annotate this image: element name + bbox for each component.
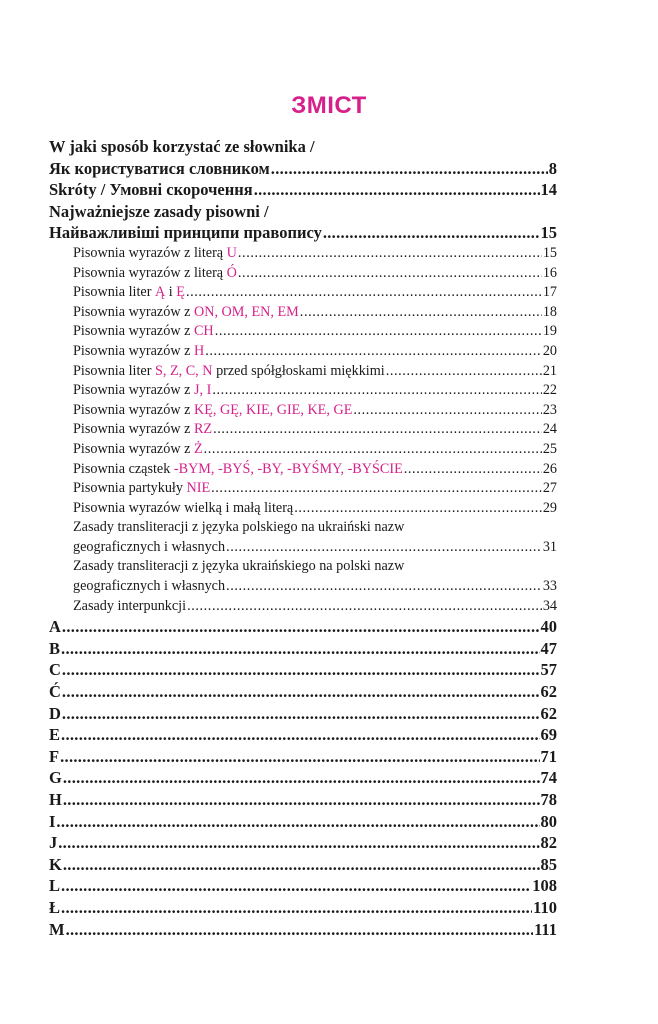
page-number: 14 [540, 180, 557, 200]
toc-entry-label: Як користуватися словником [49, 158, 270, 178]
dot-leader [300, 303, 542, 323]
highlight-letters: KĘ, GĘ, KIE, GIE, KE, GE [193, 401, 353, 418]
dot-leader [271, 158, 548, 180]
toc-entry-label: Pisownia cząstek -BYM, -BYŚ, -BY, -BYŚMY, -BYŚCIE [73, 460, 403, 477]
dot-leader [62, 616, 540, 638]
toc-subentry-translit-ua[interactable] [49, 577, 557, 597]
toc-subentry-capitals[interactable] [49, 499, 557, 519]
toc-subentry-h[interactable] [49, 342, 557, 362]
toc-entry-label: geograficznych i własnych [73, 538, 226, 555]
highlight-letters: -BYM, -BYŚ, -BY, -BYŚMY, -BYŚCIE [173, 460, 403, 477]
toc-subentry-ch[interactable] [49, 322, 557, 342]
page-number: 85 [540, 854, 557, 874]
highlight-letters: ON, OM, EN, EM [193, 303, 299, 320]
page-number: 25 [542, 440, 557, 457]
page-number: 111 [534, 919, 557, 939]
dot-leader [294, 499, 542, 519]
toc-entry-label: H [49, 790, 62, 809]
page-number: 22 [542, 382, 557, 399]
page-number: 15 [540, 223, 557, 243]
page-number: 29 [542, 499, 557, 516]
page-number: 69 [540, 725, 557, 745]
toc-entry-label: J [49, 833, 58, 853]
highlight-letters: U [226, 244, 237, 261]
dot-leader [61, 638, 539, 660]
letter-sections [49, 616, 557, 940]
dot-leader [205, 342, 542, 362]
toc-subentry-szcn[interactable] [49, 362, 557, 382]
toc-entry-label: Найважливіші принципи правопису [49, 223, 322, 243]
toc-entry-letter[interactable] [49, 616, 557, 638]
page-number: 16 [542, 264, 557, 281]
toc-entry-label: B [49, 638, 61, 658]
toc-entry-label: Zasady interpunkcji [73, 597, 187, 614]
dot-leader [63, 854, 540, 876]
toc-subentry-z-dot[interactable] [49, 440, 557, 460]
page-number: 110 [533, 897, 557, 917]
page-number: 31 [542, 538, 557, 555]
toc-subentry-translit-pl-line1: Zasady transliteracji z języka polskiego na ukraiński nazw [73, 519, 405, 536]
page-number: 8 [548, 158, 557, 178]
toc-entry-letter[interactable] [49, 659, 557, 681]
page-number: 27 [542, 480, 557, 497]
toc-entry-label: D [49, 703, 61, 723]
page-number: 82 [540, 833, 557, 853]
table-of-contents [49, 136, 557, 940]
dot-leader [353, 401, 541, 421]
dot-leader [226, 538, 542, 558]
highlight-letters: Ó [226, 264, 237, 281]
toc-subentry-rz[interactable] [49, 420, 557, 440]
toc-entry-letter[interactable] [49, 767, 557, 789]
dot-leader [60, 746, 539, 768]
page-number: 80 [540, 811, 557, 831]
toc-entry-usage[interactable] [49, 158, 557, 180]
highlight-letters: S, Z, C, N [154, 362, 213, 379]
toc-entry-label: G [49, 768, 62, 788]
toc-subentry-a-e[interactable] [49, 283, 557, 303]
dot-leader [61, 875, 531, 897]
dot-leader [62, 681, 540, 703]
page-number: 18 [542, 303, 557, 320]
page-number: 74 [540, 768, 557, 788]
dot-leader [204, 440, 542, 460]
highlight-letters: J, I [193, 382, 212, 399]
toc-entry-letter[interactable] [49, 897, 557, 919]
page-number: 23 [542, 401, 557, 418]
toc-entry-label: Pisownia liter Ą i Ę [73, 284, 185, 301]
page-number: 71 [540, 746, 557, 766]
toc-entry-label: M [49, 919, 65, 939]
toc-entry-abbreviations[interactable] [49, 179, 557, 201]
dot-leader [187, 597, 542, 617]
page-number: 62 [540, 682, 557, 702]
highlight-letters: CH [193, 323, 214, 340]
toc-subentry-punctuation[interactable] [49, 597, 557, 617]
toc-entry-letter[interactable] [49, 854, 557, 876]
toc-entry-label: Pisownia wyrazów z KĘ, GĘ, KIE, GIE, KE, GE [73, 401, 353, 418]
page-title: ЗМІСТ [291, 92, 367, 119]
toc-entry-label: Pisownia liter S, Z, C, N przed spółgłoskami miękkimi [73, 362, 385, 379]
toc-entry-usage-line1: W jaki sposób korzystać ze słownika / [49, 137, 315, 156]
toc-entry-label: geograficznych i własnych [73, 578, 226, 595]
page-number: 24 [542, 421, 557, 438]
highlight-letters: NIE [186, 480, 211, 497]
page-number: 47 [540, 638, 557, 658]
dot-leader [254, 179, 540, 201]
dot-leader [404, 460, 542, 480]
toc-entry-letter[interactable] [49, 681, 557, 703]
toc-entry-letter[interactable] [49, 919, 557, 941]
page-number: 57 [540, 660, 557, 680]
dot-leader [323, 222, 540, 244]
toc-entry-label: L [49, 876, 61, 896]
highlight-letters: RZ [193, 421, 213, 438]
page-number: 17 [542, 284, 557, 301]
page-number: 21 [542, 362, 557, 379]
toc-entry-spelling[interactable] [49, 222, 557, 244]
page-number: 62 [540, 703, 557, 723]
toc-entry-label: E [49, 725, 61, 745]
toc-entry-label: F [49, 746, 60, 766]
toc-entry-letter[interactable] [49, 724, 557, 746]
toc-entry-label: Pisownia wyrazów z Ż [73, 440, 203, 457]
toc-entry-label: Pisownia wyrazów z H [73, 342, 205, 359]
dot-leader [61, 897, 532, 919]
toc-entry-label: Pisownia wyrazów z CH [73, 323, 214, 340]
toc-subentry-u[interactable] [49, 244, 557, 264]
page-number: 78 [540, 790, 557, 809]
dot-leader [63, 767, 540, 789]
toc-subentry-nie[interactable] [49, 479, 557, 499]
toc-subentry-o[interactable] [49, 264, 557, 284]
highlight-letters: Ż [193, 440, 203, 457]
page-number: 108 [532, 876, 557, 896]
toc-entry-letter[interactable] [49, 875, 557, 897]
dot-leader [238, 264, 542, 284]
toc-subentry-ke-ge[interactable] [49, 401, 557, 421]
toc-entry-letter[interactable] [49, 703, 557, 725]
toc-entry-label: A [49, 617, 61, 637]
toc-entry-letter[interactable] [49, 789, 557, 811]
page-number: 20 [542, 342, 557, 359]
toc-entry-letter[interactable] [49, 638, 557, 660]
dot-leader [238, 244, 542, 264]
toc-entry-letter[interactable] [49, 746, 557, 768]
page-number: 15 [542, 244, 557, 261]
toc-subentry-bym[interactable] [49, 460, 557, 480]
toc-entry-letter[interactable] [49, 832, 557, 854]
dot-leader [63, 789, 540, 811]
dot-leader [61, 724, 539, 746]
dot-leader [62, 703, 540, 725]
toc-entry-letter[interactable] [49, 811, 557, 833]
dot-leader [62, 659, 540, 681]
toc-entry-label: I [49, 811, 56, 831]
dot-leader [58, 832, 539, 854]
toc-entry-label: Pisownia wyrazów wielką i małą literą [73, 499, 294, 516]
page-number: 40 [540, 617, 557, 637]
toc-entry-spelling-line1: Najważniejsze zasady pisowni / [49, 201, 269, 221]
toc-entry-label: Pisownia wyrazów z literą Ó [73, 264, 237, 281]
highlight-letters: H [193, 342, 205, 359]
dot-leader [186, 283, 542, 303]
page-number: 19 [542, 323, 557, 340]
toc-entry-label: Ć [49, 682, 61, 702]
dot-leader [212, 381, 542, 401]
highlight-letters: Ą [154, 284, 166, 301]
toc-subentry-translit-ua-line1: Zasady transliteracji z języka ukraińskiego na polski nazw [73, 558, 405, 575]
page-number: 26 [542, 460, 557, 477]
toc-subentry-on-om[interactable] [49, 303, 557, 323]
highlight-letters: Ę [176, 284, 185, 301]
page-number: 33 [542, 578, 557, 595]
toc-entry-label: Skróty / Умовні скорочення [49, 180, 253, 200]
dot-leader [215, 322, 542, 342]
toc-subentry-j-i[interactable] [49, 381, 557, 401]
toc-entry-label: C [49, 660, 61, 680]
toc-entry-label: K [49, 854, 62, 874]
page-number: 34 [542, 597, 557, 614]
dot-leader [211, 479, 542, 499]
toc-entry-label: Pisownia partykuły NIE [73, 480, 211, 497]
toc-entry-label: Pisownia wyrazów z literą U [73, 244, 237, 261]
toc-entry-label: Pisownia wyrazów z J, I [73, 382, 212, 399]
toc-entry-label: Ł [49, 897, 61, 917]
toc-subentry-translit-pl[interactable] [49, 538, 557, 558]
dot-leader [226, 577, 542, 597]
dot-leader [66, 919, 533, 941]
dot-leader [213, 420, 542, 440]
dot-leader [56, 811, 539, 833]
dot-leader [386, 362, 542, 382]
toc-entry-label: Pisownia wyrazów z RZ [73, 421, 213, 438]
toc-entry-label: Pisownia wyrazów z ON, OM, EN, EM [73, 303, 299, 320]
